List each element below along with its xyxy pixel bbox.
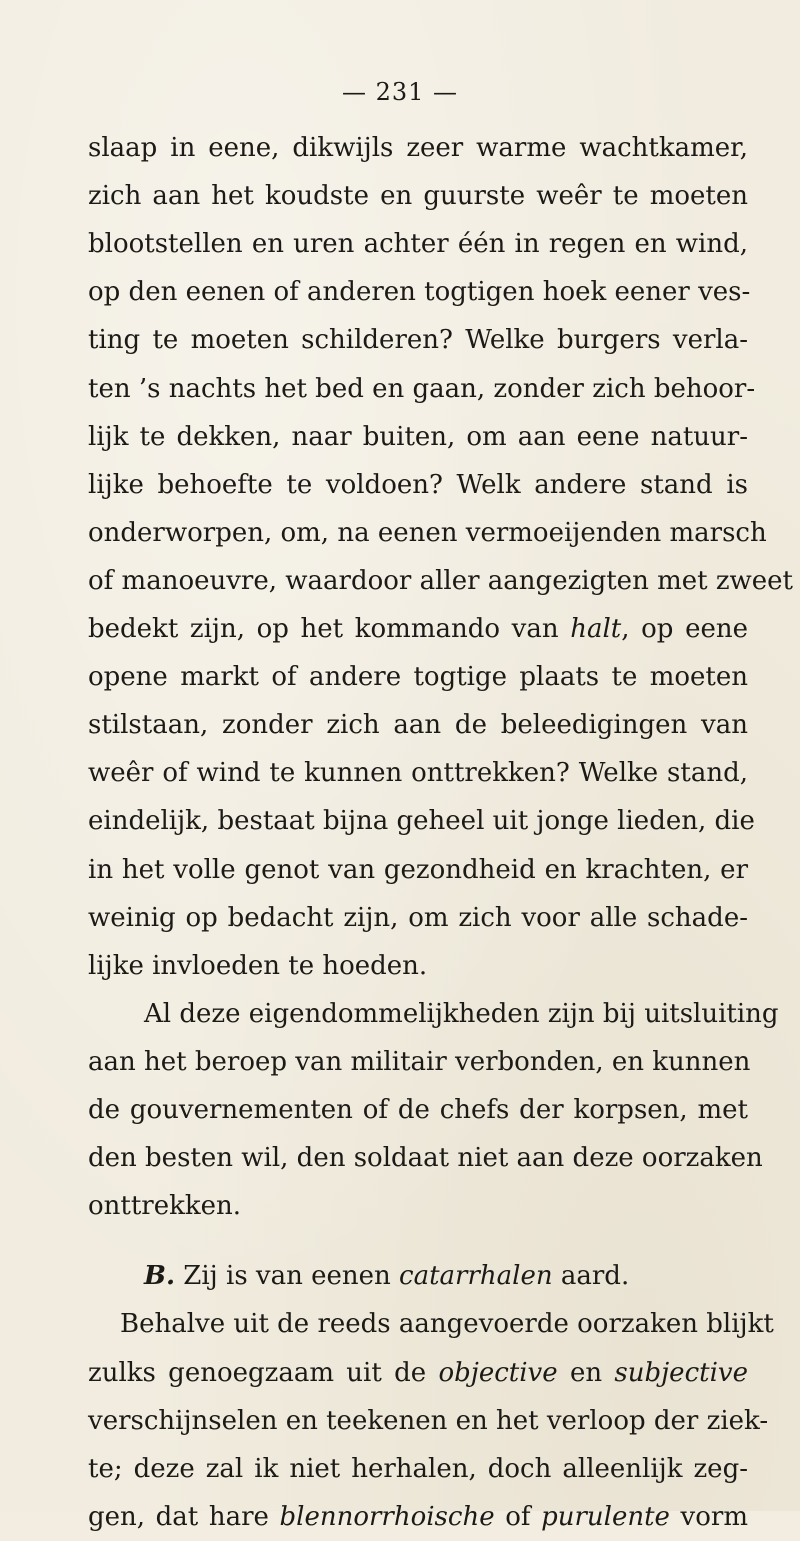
text-line: [88, 413, 748, 461]
text-line: [88, 461, 748, 509]
text-segment: lijke behoefte te voldoen? Welk andere stand is: [88, 469, 748, 500]
text-segment: de gouvernementen of de chefs der korpsen, met: [88, 1095, 748, 1125]
text-segment: vorm: [669, 1501, 748, 1532]
text-segment: aan het beroep van militair verbonden, en kunnen: [88, 1046, 751, 1077]
text-line: [88, 797, 755, 845]
text-segment: opene markt of andere togtige plaats te moeten: [88, 662, 748, 693]
text-segment: verschijnselen en teekenen en het verloop der ziek-: [88, 1405, 769, 1436]
text-segment: onttrekken.: [88, 1191, 242, 1222]
text-segment: lijke invloeden te hoeden.: [88, 950, 428, 981]
text-segment: weêr of wind te kunnen onttrekken? Welke stand,: [88, 758, 748, 789]
text-line: [88, 268, 751, 316]
text-line: [88, 605, 748, 653]
text-segment: , op eene: [621, 614, 748, 644]
text-segment: blootstellen en uren achter één in regen en wind,: [88, 229, 748, 260]
text-segment: B.: [144, 1261, 176, 1292]
text-segment: op den eenen of anderen togtigen hoek eener ves-: [88, 277, 751, 308]
page-number: — 231 —: [341, 78, 459, 106]
text-segment: weinig op bedacht zijn, om zich voor alle schade-: [88, 902, 748, 933]
text-segment: zich aan het koudste en guurste weêr te moeten: [88, 181, 748, 212]
text-segment: subjective: [614, 1357, 748, 1388]
text-line: [88, 653, 748, 701]
text-segment: Al deze eigendommelijkheden zijn bij uitsluiting: [144, 998, 779, 1029]
text-segment: te; deze zal ik niet herhalen, doch alleenlijk zeg-: [88, 1453, 748, 1484]
text-segment: purulente: [541, 1501, 670, 1532]
text-segment: in het volle genot van gezondheid en krachten, er: [88, 854, 748, 885]
text-segment: zulks genoegzaam uit de: [88, 1357, 439, 1388]
text-segment: of: [494, 1501, 542, 1532]
text-line: [88, 1349, 748, 1397]
text-line: [88, 1397, 769, 1445]
text-line: [88, 749, 748, 797]
text-segment: lijk te dekken, naar buiten, om aan eene natuur-: [88, 421, 748, 452]
text-segment: ting te moeten schilderen? Welke burgers verla-: [88, 325, 748, 356]
text-segment: stilstaan, zonder zich aan de beleedigingen van: [88, 710, 748, 741]
text-line: [144, 990, 779, 1038]
text-line: [88, 172, 748, 220]
text-segment: Behalve uit de reeds aangevoerde oorzaken blijkt: [120, 1309, 774, 1340]
text-line: [88, 1086, 748, 1134]
text-segment: catarrhalen: [399, 1261, 553, 1292]
text-line: [88, 124, 748, 172]
text-line: [88, 365, 756, 413]
text-segment: gen, dat hare: [88, 1501, 280, 1532]
text-line: [88, 846, 748, 894]
text-line: [88, 509, 767, 557]
text-line: [88, 1038, 751, 1086]
text-line: [144, 1252, 748, 1300]
text-line: [88, 942, 748, 990]
text-line: [88, 220, 748, 268]
text-line: [88, 1493, 748, 1541]
text-line: [120, 1300, 774, 1348]
text-line: [88, 1182, 748, 1230]
text-segment: blennorrhoische: [279, 1501, 495, 1532]
text-line: [88, 316, 748, 364]
text-segment: den besten wil, den soldaat niet aan deze oorzaken: [88, 1143, 763, 1174]
text-segment: objective: [438, 1357, 558, 1388]
text-segment: eindelijk, bestaat bijna geheel uit jonge lieden, die: [88, 806, 755, 837]
text-segment: bedekt zijn, op het kommando van: [88, 614, 571, 644]
text-segment: slaap in eene, dikwijls zeer warme wachtkamer,: [88, 133, 748, 163]
text-line: [88, 557, 794, 605]
text-segment: aard.: [552, 1261, 630, 1292]
text-segment: ten ’s nachts het bed en gaan, zonder zich behoor-: [88, 373, 756, 404]
text-line: [88, 1445, 748, 1493]
text-line: [88, 1134, 763, 1182]
text-segment: onderworpen, om, na eenen vermoeijenden marsch: [88, 517, 767, 548]
text-line: [88, 894, 748, 942]
text-segment: of manoeuvre, waardoor aller aangezigten met zweet: [88, 565, 794, 596]
text-segment: en: [557, 1357, 615, 1388]
text-segment: halt: [570, 614, 622, 644]
text-segment: Zij is van eenen: [175, 1261, 400, 1292]
text-line: [88, 701, 748, 749]
